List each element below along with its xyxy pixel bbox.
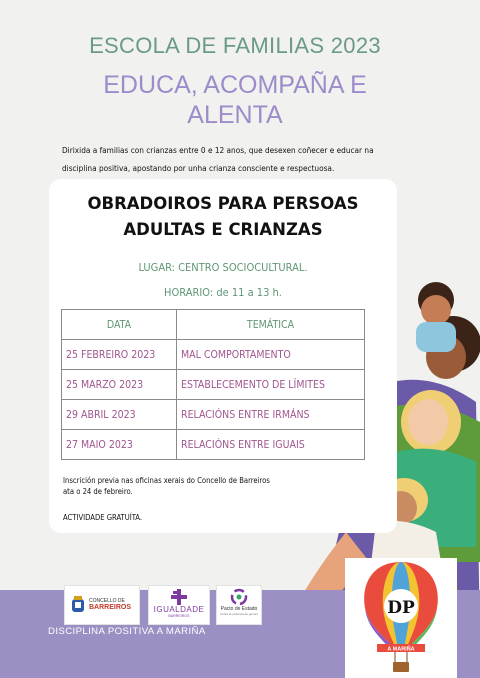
card-title-line1: OBRADOIROS PARA PERSOAS — [87, 194, 359, 213]
balloon-logo-panel — [345, 558, 457, 678]
hot-air-balloon-icon — [345, 558, 457, 678]
column-header-topic: TEMÁTICA — [177, 310, 365, 340]
logo-barreiros-top: CONCELLO DE — [89, 598, 125, 604]
igualdade-symbol-icon — [171, 589, 187, 605]
place-text: LUGAR: CENTRO SOCIOCULTURAL. — [138, 261, 308, 274]
footer-text: DISCIPLINA POSITIVA A MARIÑA — [48, 626, 206, 637]
pacto-circle-icon — [230, 588, 248, 606]
free-activity-text: ACTIVIDADE GRATUÍTA. — [63, 513, 143, 522]
balloon-letters: DP — [387, 598, 415, 618]
table-cell-date: 25 FEBREIRO 2023 — [62, 340, 177, 370]
family-woman-face-shape — [408, 399, 448, 445]
registration-note-line2: ata o 24 de febreiro. — [63, 487, 133, 496]
schedule-table — [61, 309, 365, 460]
logo-pacto-estado — [216, 585, 262, 625]
table-cell-date: 27 MAIO 2023 — [62, 430, 177, 460]
table-row — [62, 400, 365, 430]
poster-subtitle: EDUCA, ACOMPAÑA E ALENTA — [103, 71, 367, 129]
table-cell-topic: MAL COMPORTAMENTO — [177, 340, 365, 370]
table-cell-topic: ESTABLECEMENTO DE LÍMITES — [177, 370, 365, 400]
balloon-banner: A MARIÑA — [387, 646, 415, 653]
poster-title: ESCOLA DE FAMILIAS 2023 — [89, 33, 381, 58]
logo-pacto-sub: contra la violencia de género — [219, 612, 259, 616]
column-header-date: DATA — [62, 310, 177, 340]
table-header-row — [62, 310, 365, 340]
logo-igualdade — [148, 585, 210, 625]
table-row — [62, 370, 365, 400]
logo-barreiros-name: BARREIROS — [89, 604, 132, 611]
coat-of-arms-icon — [71, 596, 85, 614]
table-cell-topic: RELACIÓNS ENTRE IRMÁNS — [177, 400, 365, 430]
hours-text: HORARIO: de 11 a 13 h. — [164, 286, 282, 299]
registration-note — [63, 475, 313, 497]
table-cell-date: 25 MARZO 2023 — [62, 370, 177, 400]
table-cell-date: 29 ABRIL 2023 — [62, 400, 177, 430]
logo-pacto-name: Pacto de Estado — [220, 606, 258, 612]
card-title-line2: ADULTAS E CRIANZAS — [123, 220, 323, 239]
logo-igualdade-sub: BARREIROS — [168, 614, 190, 618]
workshop-card — [49, 179, 397, 533]
table-row — [62, 430, 365, 460]
intro-text: Dirixida a familias con crianzas entre 0 e 12 anos, que desexen coñecer e educar na disciplina positiva, apostando por unha crianza consciente e respectuosa. — [62, 145, 374, 173]
registration-note-line1: Inscrición previa nas oficinas xerais do Concello de Barreiros — [63, 476, 270, 485]
family-child-face-shape — [421, 295, 451, 325]
card-title — [49, 191, 397, 243]
logo-igualdade-name: IGUALDADE — [153, 605, 205, 614]
table-row — [62, 340, 365, 370]
family-child-shirt-shape — [416, 322, 456, 352]
logo-concello-barreiros — [64, 585, 140, 625]
table-cell-topic: RELACIÓNS ENTRE IGUAIS — [177, 430, 365, 460]
